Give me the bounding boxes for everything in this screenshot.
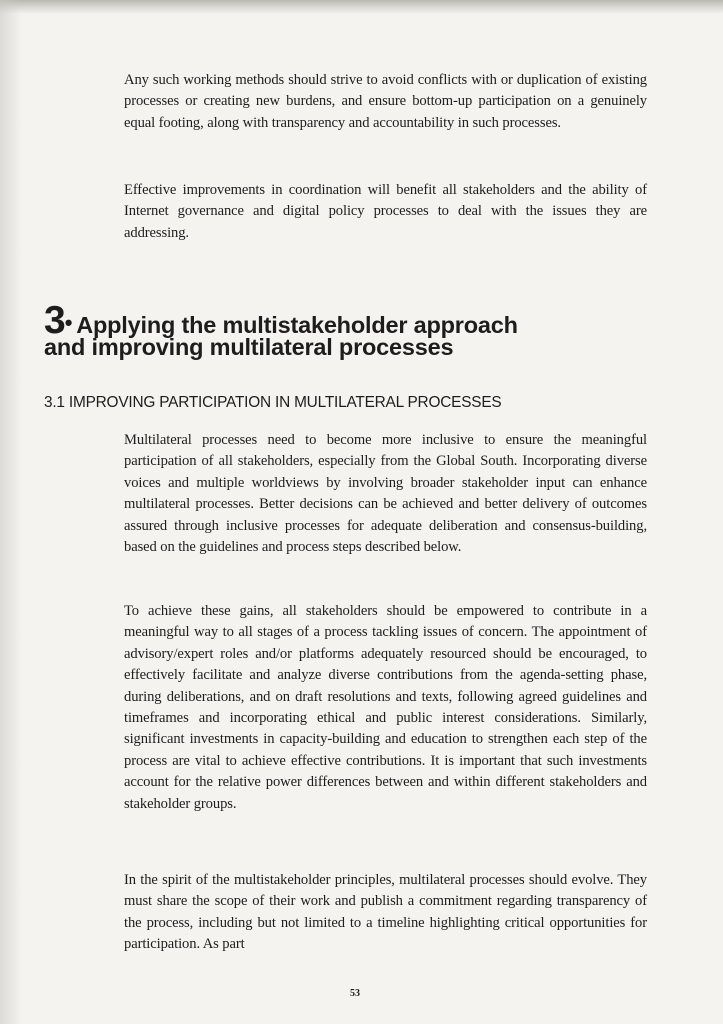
paragraph-multistakeholder-principles: In the spirit of the multistakeholder principles, multilateral processes should evolve. They must share the scope of their work and publish a commitment regarding transparency of the process, including but not limited to a timeline highlighting critical opportunities for participation. As part (124, 872, 647, 953)
page-top-shadow (0, 0, 723, 14)
page-number: 53 (350, 988, 360, 999)
section-title-line2: and improving multilateral processes (44, 334, 454, 360)
paragraph-coordination: Effective improvements in coordination will benefit all stakeholders and the ability of Internet governance and digital policy processes to deal with the issues they are addressing. (124, 182, 647, 241)
section-heading (44, 299, 684, 360)
paragraph-inclusive-processes: Multilateral processes need to become more inclusive to ensure the meaningful participation of all stakeholders, especially from the Global South. Incorporating diverse voices and multiple worldviews by involving broader stakeholder input can enhance multilateral processes. Better decisions can be achieved and better delivery of outcomes assured through inclusive processes for adequate deliberation and consensus-building, based on the guidelines and process steps described below. (124, 432, 647, 556)
section-bullet: • (64, 310, 73, 335)
paragraph-working-methods: Any such working methods should strive to avoid conflicts with or duplication of existing processes or creating new burdens, and ensure bottom-up participation on a genuinely equal footing, along with transparency and accountability in such processes. (124, 72, 647, 131)
subsection-heading: 3.1 IMPROVING PARTICIPATION IN MULTILATERAL PROCESSES (44, 394, 502, 411)
paragraph-empowerment: To achieve these gains, all stakeholders should be empowered to contribute in a meaningful way to all stages of a process tackling issues of concern. The appointment of advisory/expert roles and/or platforms adequately resourced should be encouraged, to effectively facilitate and analyze diverse contributions from the agenda-setting phase, during deliberations, and on draft resolutions and texts, following agreed guidelines and timeframes and incorporating ethical and public interest considerations. Similarly, significant investments in capacity-building and education to strengthen each step of the process are vital to achieve effective contributions. It is important that such investments account for the relative power differences between and within different stakeholders and stakeholder groups. (124, 603, 647, 812)
section-number: 3 (44, 299, 65, 342)
page-binding-shade (0, 0, 22, 1024)
section-title-line1: Applying the multistakeholder approach (76, 312, 518, 338)
